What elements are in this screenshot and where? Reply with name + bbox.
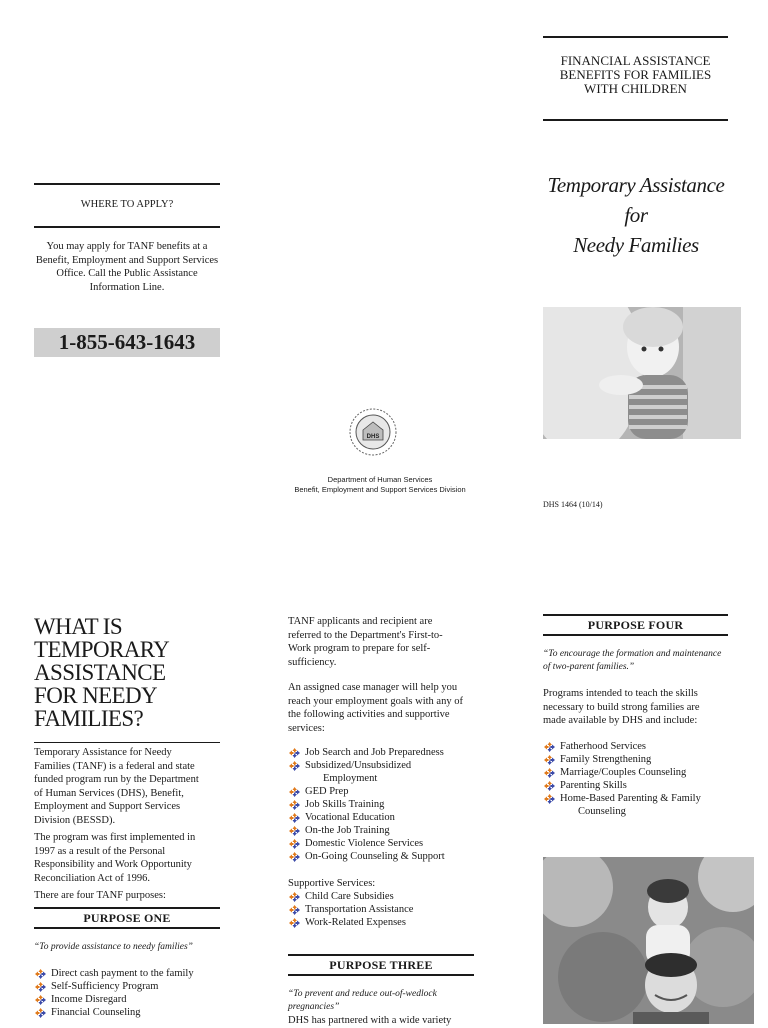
four-way-arrow-icon [544, 755, 555, 765]
dhs-seal-icon [349, 408, 397, 456]
four-way-arrow-icon [289, 892, 300, 902]
list-item: Counseling [578, 806, 626, 817]
what-is-para1: Temporary Assistance for Needy Families (TANF) is a federal and state funded program run by the Department of Human Services (DHS), Benefit, Employment and Support Services Division (BESSD). [34, 747, 199, 826]
purpose-three-body: DHS has partnered with a wide variety [288, 1015, 452, 1026]
middle-para2: An assigned case manager will help you reach your employment goals with any of the following activities and supportive services: [288, 682, 463, 734]
four-way-arrow-icon [289, 748, 300, 758]
program-name-line3: Needy Families [573, 233, 699, 257]
four-way-arrow-icon [289, 839, 300, 849]
purpose-three-quote: “To prevent and reduce out-of-wedlock pregnancies” [288, 989, 437, 1012]
father-son-photo [543, 857, 754, 1024]
list-item: Transportation Assistance [288, 903, 478, 916]
four-way-arrow-icon [544, 781, 555, 791]
list-item: Employment [323, 773, 378, 784]
list-item: Job Search and Job Preparedness [288, 746, 478, 759]
agency-name [260, 475, 500, 494]
purpose-one-heading: PURPOSE ONE [83, 911, 171, 925]
program-name [540, 170, 732, 260]
middle-para1: TANF applicants and recipient are referred to the Department's First-to-Work program to prepare for self-sufficiency. [288, 616, 443, 668]
list-item: Direct cash payment to the family [34, 967, 220, 980]
four-way-arrow-icon [289, 787, 300, 797]
list-item: Self-Sufficiency Program [34, 980, 220, 993]
list-item: Work-Related Expenses [288, 916, 478, 929]
list-item: Vocational Education [288, 811, 478, 824]
four-way-arrow-icon [35, 995, 46, 1005]
program-name-line2: for [624, 203, 648, 227]
list-item: Domestic Violence Services [288, 837, 478, 850]
list-item: On-Going Counseling & Support [288, 850, 478, 863]
list-item: Job Skills Training [288, 798, 478, 811]
purpose-four-quote: “To encourage the formation and maintenance of two-parent families.” [543, 649, 722, 672]
what-is-para2: The program was first implemented in 1997 as a result of the Personal Responsibility and Work Opportunity Reconciliation Act of 1996. [34, 832, 196, 884]
where-to-apply-heading: WHERE TO APPLY? [80, 199, 174, 210]
four-way-arrow-icon [35, 982, 46, 992]
what-is-heading: WHAT IS TEMPORARY ASSISTANCE FOR NEEDY FAMILIES? [34, 614, 169, 731]
four-way-arrow-icon [289, 826, 300, 836]
four-way-arrow-icon [544, 768, 555, 778]
four-way-arrow-icon [289, 918, 300, 928]
phone-number: 1-855-643-1643 [34, 328, 220, 357]
apply-body: You may apply for TANF benefits at a Benefit, Employment and Support Services Office. Call the Public Assistance Information Line. [35, 241, 219, 293]
list-item: Fatherhood Services [543, 740, 733, 753]
four-way-arrow-icon [544, 742, 555, 752]
list-item: Child Care Subsidies [288, 890, 478, 903]
what-is-para3: There are four TANF purposes: [34, 890, 166, 901]
purpose-four-heading: PURPOSE FOUR [587, 618, 684, 632]
agency-line1: Department of Human Services [327, 475, 433, 484]
four-way-arrow-icon [35, 969, 46, 979]
four-way-arrow-icon [289, 761, 300, 771]
purpose-one-list [34, 967, 220, 1019]
supportive-list [288, 890, 478, 929]
list-item: Marriage/Couples Counseling [543, 766, 733, 779]
list-item: On-the Job Training [288, 824, 478, 837]
list-item: Family Strengthening [543, 753, 733, 766]
four-way-arrow-icon [289, 813, 300, 823]
four-way-arrow-icon [544, 794, 555, 804]
mother-child-photo [543, 307, 741, 439]
list-item: Financial Counseling [34, 1006, 220, 1019]
brochure-title: FINANCIAL ASSISTANCE BENEFITS FOR FAMILIES WITH CHILDREN [559, 53, 712, 96]
four-way-arrow-icon [289, 800, 300, 810]
list-item: Subsidized/Unsubsidized [288, 759, 478, 772]
list-item: Parenting Skills [543, 779, 733, 792]
purpose-four-list [543, 740, 733, 818]
purpose-one-quote: “To provide assistance to needy families” [34, 942, 193, 952]
four-way-arrow-icon [289, 852, 300, 862]
svg-text:DHS: DHS [366, 434, 380, 440]
program-name-line1: Temporary Assistance [547, 173, 725, 197]
four-way-arrow-icon [35, 1008, 46, 1018]
four-way-arrow-icon [289, 905, 300, 915]
list-item: Income Disregard [34, 993, 220, 1006]
purpose-four-body: Programs intended to teach the skills necessary to build strong families are made available by DHS and include: [543, 688, 700, 726]
form-number: DHS 1464 (10/14) [543, 500, 603, 509]
activities-list [288, 746, 478, 863]
supportive-heading: Supportive Services: [288, 878, 376, 889]
list-item: GED Prep [288, 785, 478, 798]
list-item: Home-Based Parenting & Family [543, 792, 733, 805]
agency-line2: Benefit, Employment and Support Services Division [294, 484, 466, 494]
purpose-three-heading: PURPOSE THREE [329, 958, 433, 972]
